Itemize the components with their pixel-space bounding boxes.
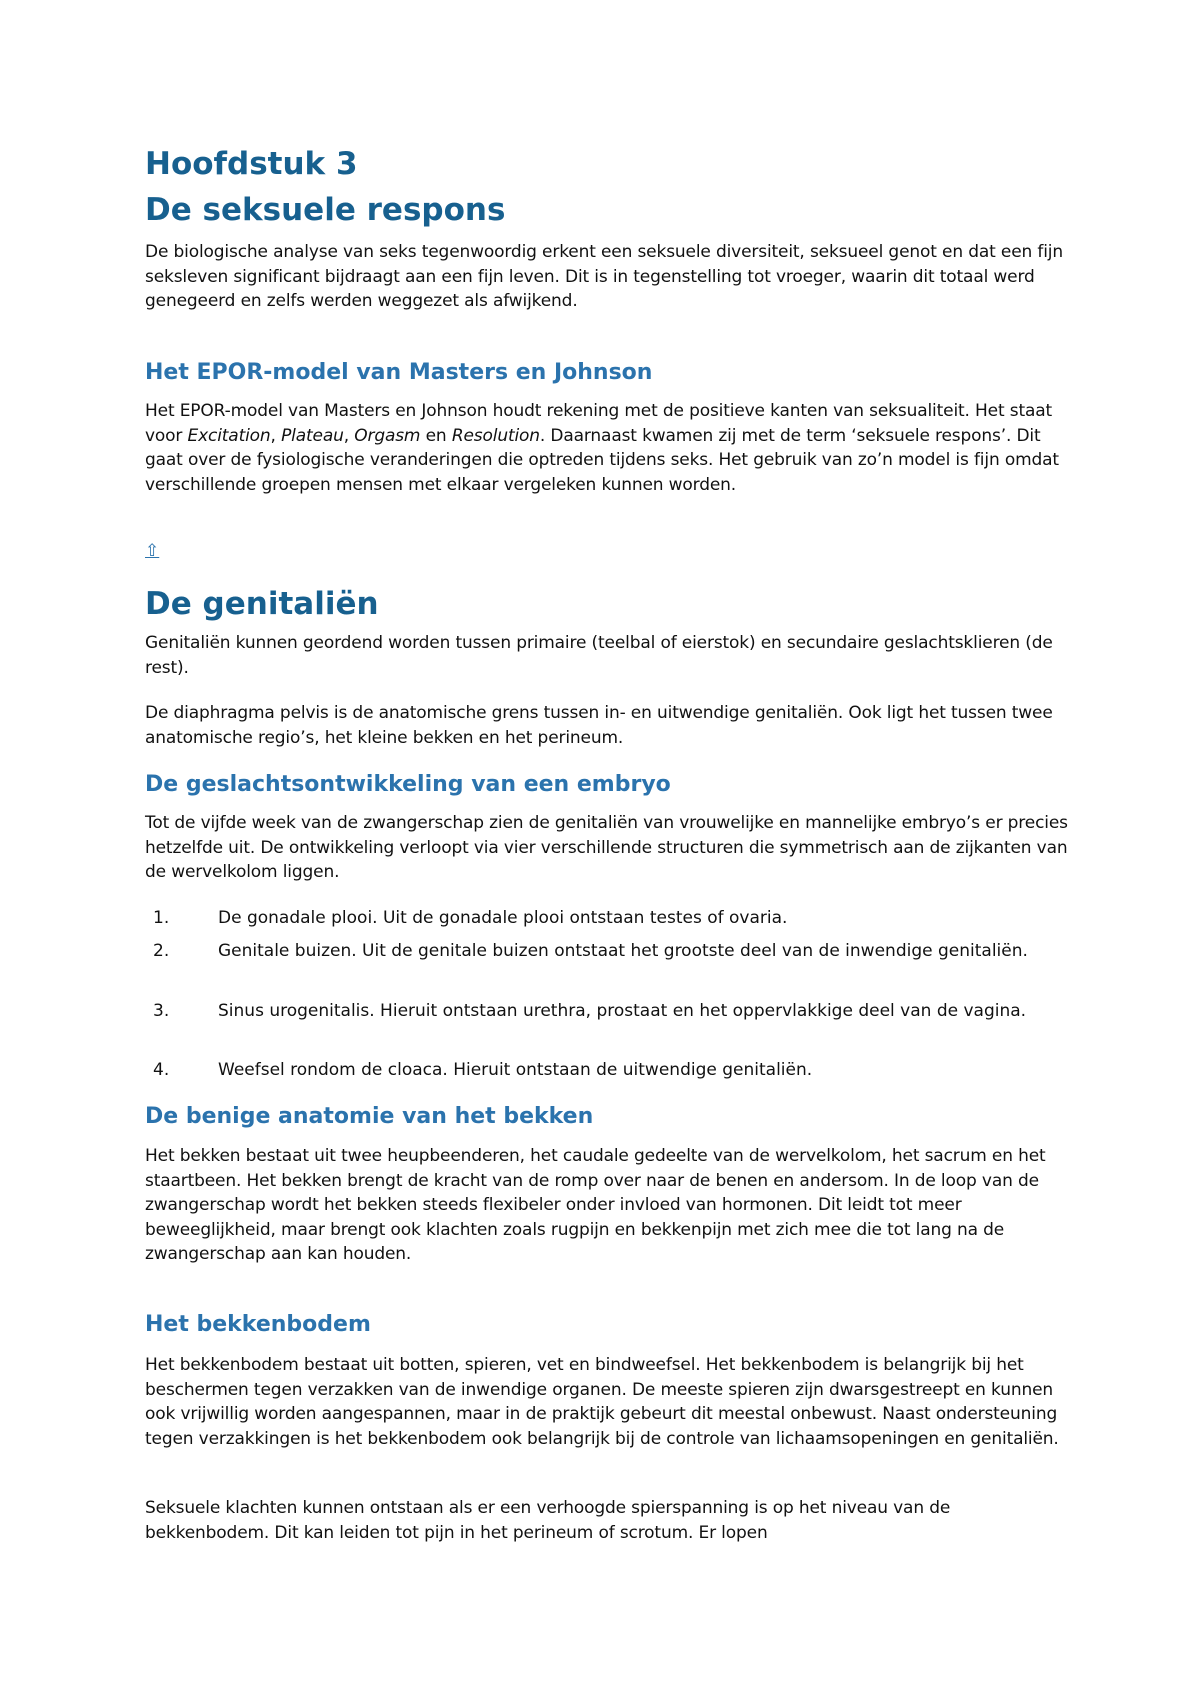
list-item bbox=[145, 999, 1045, 1024]
bekken-paragraph: Het bekken bestaat uit twee heupbeenderen, het caudale gedeelte van de wervelkolom, het sacrum en het staartbeen. Het bekken brengt de kracht van de romp over naar de benen en andersom. In de loop van de zwangerschap wordt het bekken steeds flexibeler onder invloed van hormonen. Dit leidt tot meer beweeglijkheid, maar brengt ook klachten zoals rugpijn en bekkenpijn met zich mee die tot lang na de zwangerschap aan kan houden. bbox=[145, 1146, 1046, 1265]
section-heading-bekken: De benige anatomie van het bekken bbox=[145, 1104, 594, 1129]
section-heading-genitalien: De genitaliën bbox=[145, 586, 379, 622]
list-item bbox=[145, 906, 1045, 931]
text: Het EPOR-model van Masters en Johnson houdt rekening met de positieve kanten van seksualiteit. Het staat voor bbox=[145, 401, 1053, 446]
text: , bbox=[270, 425, 282, 446]
text: . Daarnaast kwamen zij met de term ‘seksuele respons’. Dit gaat over de fysiologische veranderingen die optreden tijdens seks. Het gebruik van zo’n model is fijn omdat verschillende groepen mensen met elkaar vergeleken kunnen worden. bbox=[145, 425, 1059, 495]
intro-paragraph: De biologische analyse van seks tegenwoordig erkent een seksuele diversiteit, seksueel genot en dat een fijn seksleven significant bijdraagt aan een fijn leven. Dit is in tegenstelling tot vroeger, waarin dit totaal werd genegeerd en zelfs werden weggezet als afwijkend. bbox=[145, 242, 1063, 312]
text: , bbox=[343, 425, 355, 446]
bekkenbodem-paragraph-2: Seksuele klachten kunnen ontstaan als er een verhoogde spierspanning is op het niveau van de bekkenbodem. Dit kan leiden tot pijn in het perineum of scrotum. Er lopen bbox=[145, 1498, 951, 1543]
list-item bbox=[145, 939, 1045, 964]
term-excitation: Excitation bbox=[187, 425, 271, 446]
list-text: Genitale buizen. Uit de genitale buizen ontstaat het grootste deel van de inwendige genitaliën. bbox=[218, 941, 1028, 961]
embryo-paragraph: Tot de vijfde week van de zwangerschap zien de genitaliën van vrouwelijke en mannelijke embryo’s er precies hetzelfde uit. De ontwikkeling verloopt via vier verschillende structuren die symmetrisch aan de zijkanten van de wervelkolom liggen. bbox=[145, 813, 1068, 883]
list-number: 1. bbox=[153, 908, 170, 928]
list-text: Sinus urogenitalis. Hieruit ontstaan urethra, prostaat en het oppervlakkige deel van de vagina. bbox=[218, 1001, 1027, 1021]
list-number: 3. bbox=[153, 1001, 170, 1021]
section-heading-embryo: De geslachtsontwikkeling van een embryo bbox=[145, 772, 671, 797]
epor-paragraph bbox=[145, 399, 1070, 497]
page-title: De seksuele respons bbox=[145, 192, 506, 228]
term-orgasm: Orgasm bbox=[354, 425, 421, 446]
text: en bbox=[420, 425, 452, 446]
back-to-top-link[interactable]: ⇧ bbox=[145, 541, 160, 561]
term-resolution: Resolution bbox=[451, 425, 540, 446]
term-plateau: Plateau bbox=[281, 425, 344, 446]
list-number: 2. bbox=[153, 941, 170, 961]
chapter-heading bbox=[145, 145, 1070, 183]
chapter-title: Hoofdstuk 3 bbox=[145, 146, 358, 182]
genitalien-paragraph-2: De diaphragma pelvis is de anatomische grens tussen in- en uitwendige genitaliën. Ook ligt het tussen twee anatomische regio’s, het kleine bekken en het perineum. bbox=[145, 703, 1053, 748]
list-number: 4. bbox=[153, 1060, 170, 1080]
page-title-block bbox=[145, 191, 1070, 229]
bekkenbodem-paragraph-1: Het bekkenbodem bestaat uit botten, spieren, vet en bindweefsel. Het bekkenbodem is belangrijk bij het beschermen tegen verzakken van de inwendige organen. De meeste spieren zijn dwarsgestreept en kunnen ook vrijwillig worden aangespannen, maar in de praktijk gebeurt dit meestal onbewust. Naast ondersteuning tegen verzakkingen is het bekkenbodem ook belangrijk bij de controle van lichaamsopeningen en genitaliën. bbox=[145, 1355, 1059, 1449]
section-heading-bekkenbodem: Het bekkenbodem bbox=[145, 1312, 371, 1337]
list-item bbox=[145, 1058, 1045, 1083]
list-text: De gonadale plooi. Uit de gonadale plooi ontstaan testes of ovaria. bbox=[218, 908, 788, 928]
list-text: Weefsel rondom de cloaca. Hieruit ontstaan de uitwendige genitaliën. bbox=[218, 1060, 813, 1080]
section-heading-epor: Het EPOR-model van Masters en Johnson bbox=[145, 360, 653, 385]
genitalien-paragraph-1: Genitaliën kunnen geordend worden tussen primaire (teelbal of eierstok) en secundaire geslachtsklieren (de rest). bbox=[145, 633, 1053, 678]
